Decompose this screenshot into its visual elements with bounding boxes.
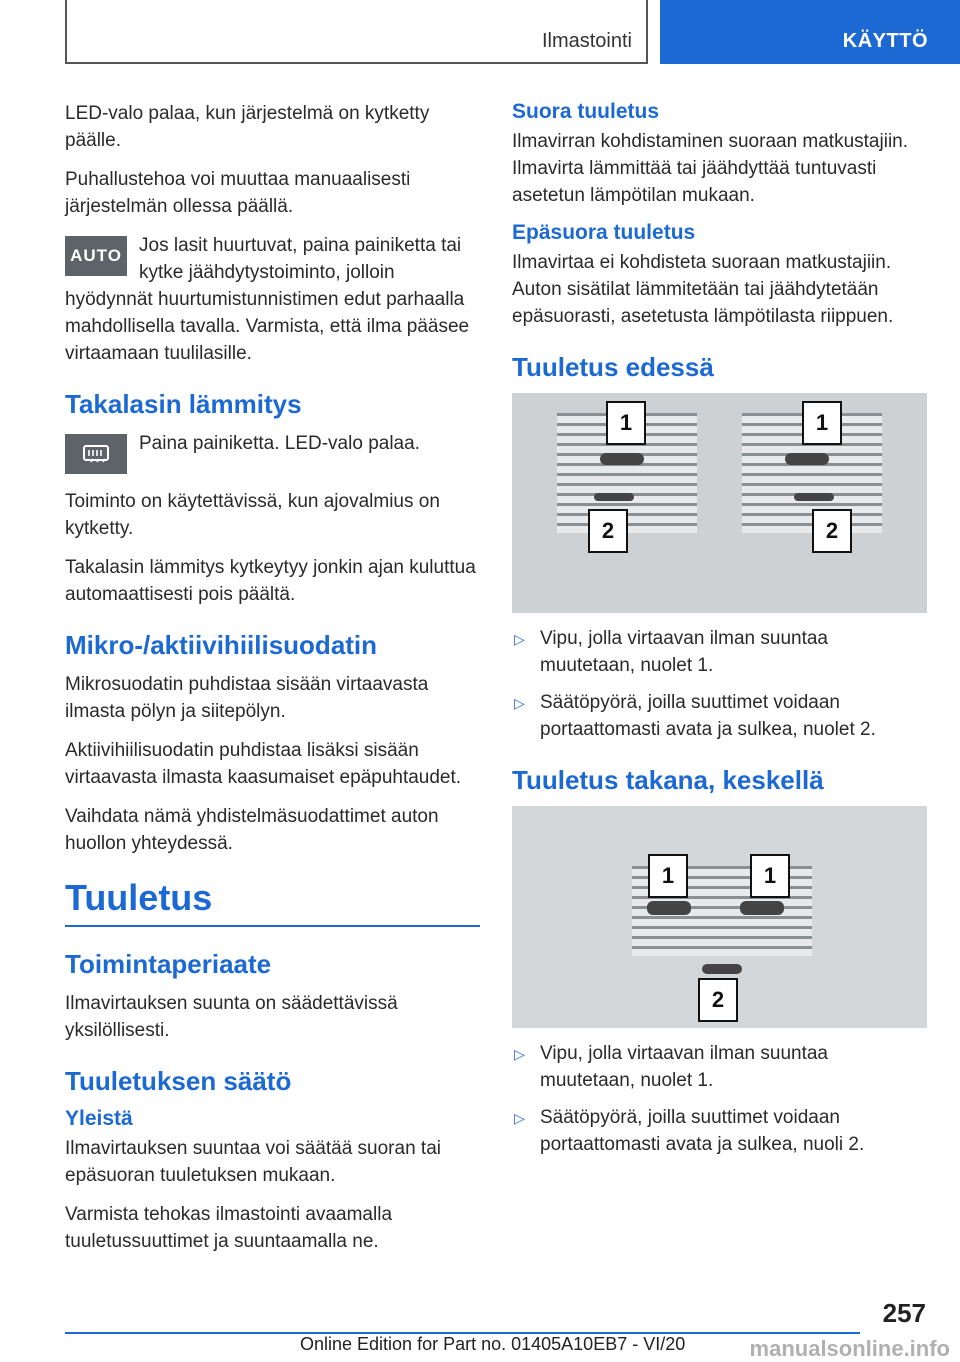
list-item — [512, 625, 927, 679]
triangle-bullet-icon: ▷ — [514, 631, 525, 647]
paragraph: Ilmavirtaa ei kohdisteta suoraan matkustajiin. Auton sisätilat lämmitetään tai jäähdytetään epäsuorasti, asetetusta lämpötilasta riippuen. — [512, 252, 894, 327]
front-vent-list — [512, 625, 927, 743]
vent-lever — [740, 901, 784, 915]
vent-wheel — [702, 964, 742, 974]
list-item-text: Säätöpyörä, joilla suuttimet voidaan portaattomasti avata ja sulkea, nuolet 2. — [540, 692, 876, 740]
edition-footer: Online Edition for Part no. 01405A10EB7 - VI/20 — [300, 1334, 686, 1354]
paragraph: Mikrosuodatin puhdistaa sisään virtaavasta ilmasta pölyn ja siitepölyn. — [65, 674, 429, 722]
chapter-tab-label: KÄYTTÖ — [842, 30, 928, 52]
heading-general: Yleistä — [65, 1107, 133, 1130]
paragraph: Ilmavirtauksen suuntaa voi säätää suoran tai epäsuoran tuuletuksen mukaan. — [65, 1138, 441, 1186]
triangle-bullet-icon: ▷ — [514, 1046, 525, 1062]
heading-rear-window-heating: Takalasin lämmitys — [65, 389, 302, 419]
list-item — [512, 1104, 927, 1158]
heading-rear-center-ventilation: Tuuletus takana, keskellä — [512, 765, 824, 795]
rear-vent-list — [512, 1040, 927, 1158]
rear-defrost-note — [65, 430, 480, 488]
vent-wheel — [594, 493, 634, 501]
list-item — [512, 689, 927, 743]
paragraph: LED-valo palaa, kun järjestelmä on kytketty päälle. — [65, 103, 430, 151]
left-column — [65, 100, 480, 1267]
heading-ventilation: Tuuletus — [65, 877, 480, 927]
callout-label: 1 — [802, 401, 842, 445]
heading-filter: Mikro-/aktiivihiilisuodatin — [65, 630, 378, 660]
header-section-box — [65, 0, 648, 64]
callout-label: 1 — [606, 401, 646, 445]
paragraph: Puhallustehoa voi muuttaa manuaalisesti järjestelmän ollessa päällä. — [65, 169, 411, 217]
rear-defrost-icon — [65, 434, 127, 474]
paragraph: Takalasin lämmitys kytkeytyy jonkin ajan kuluttua automaattisesti pois päältä. — [65, 557, 476, 605]
list-item-text: Vipu, jolla virtaavan ilman suuntaa muutetaan, nuolet 1. — [540, 1043, 828, 1091]
callout-label: 1 — [750, 854, 790, 898]
vent-lever — [785, 453, 829, 465]
callout-label: 2 — [698, 978, 738, 1022]
paragraph: Paina painiketta. LED-valo palaa. — [139, 433, 420, 454]
auto-button-note — [65, 232, 480, 367]
vent-lever — [600, 453, 644, 465]
paragraph: Aktiivihiilisuodatin puhdistaa lisäksi sisään virtaavasta ilmasta kaasumaiset epäpuhtaudet. — [65, 740, 462, 788]
paragraph: Ilmavirtauksen suunta on säädettävissä yksilöllisesti. — [65, 993, 398, 1041]
heading-direct: Suora tuuletus — [512, 100, 660, 123]
list-item-text: Säätöpyörä, joilla suuttimet voidaan portaattomasti avata ja sulkea, nuoli 2. — [540, 1107, 865, 1155]
paragraph: Toiminto on käytettävissä, kun ajovalmius on kytketty. — [65, 491, 440, 539]
watermark: manualsonline.info — [749, 1336, 950, 1361]
callout-label: 1 — [648, 854, 688, 898]
paragraph: Varmista tehokas ilmastointi avaamalla tuuletussuuttimet ja suuntaamalla ne. — [65, 1204, 393, 1252]
chapter-tab — [660, 0, 960, 64]
rear-vents-image — [512, 806, 927, 1028]
right-column — [512, 100, 927, 1170]
auto-button-icon: AUTO — [65, 236, 127, 276]
vent-lever — [647, 901, 691, 915]
triangle-bullet-icon: ▷ — [514, 695, 525, 711]
front-vents-image — [512, 393, 927, 613]
heading-adjustment: Tuuletuksen säätö — [65, 1066, 292, 1096]
callout-label: 2 — [812, 509, 852, 553]
page-number: 257 — [882, 1298, 926, 1328]
heading-indirect: Epäsuora tuuletus — [512, 221, 696, 244]
heading-front-ventilation: Tuuletus edessä — [512, 352, 714, 382]
list-item — [512, 1040, 927, 1094]
callout-label: 2 — [588, 509, 628, 553]
heading-principle: Toimintaperiaate — [65, 949, 272, 979]
list-item-text: Vipu, jolla virtaavan ilman suuntaa muutetaan, nuolet 1. — [540, 628, 828, 676]
paragraph: Ilmavirran kohdistaminen suoraan matkustajiin. Ilmavirta lämmittää tai jäähdyttää tuntuvasti asetetun lämpötilan mukaan. — [512, 131, 909, 206]
triangle-bullet-icon: ▷ — [514, 1110, 525, 1126]
section-title: Ilmastointi — [541, 30, 632, 52]
vent-wheel — [794, 493, 834, 501]
paragraph: Jos lasit huurtuvat, paina painiketta tai kytke jäähdytystoiminto, jolloin hyödynnät huurtumistunnistimen edut parhaalla mahdollisella tavalla. Varmista, että ilma pääsee virtaamaan tuulilasille. — [65, 235, 470, 364]
paragraph: Vaihdata nämä yhdistelmäsuodattimet auton huollon yhteydessä. — [65, 806, 439, 854]
